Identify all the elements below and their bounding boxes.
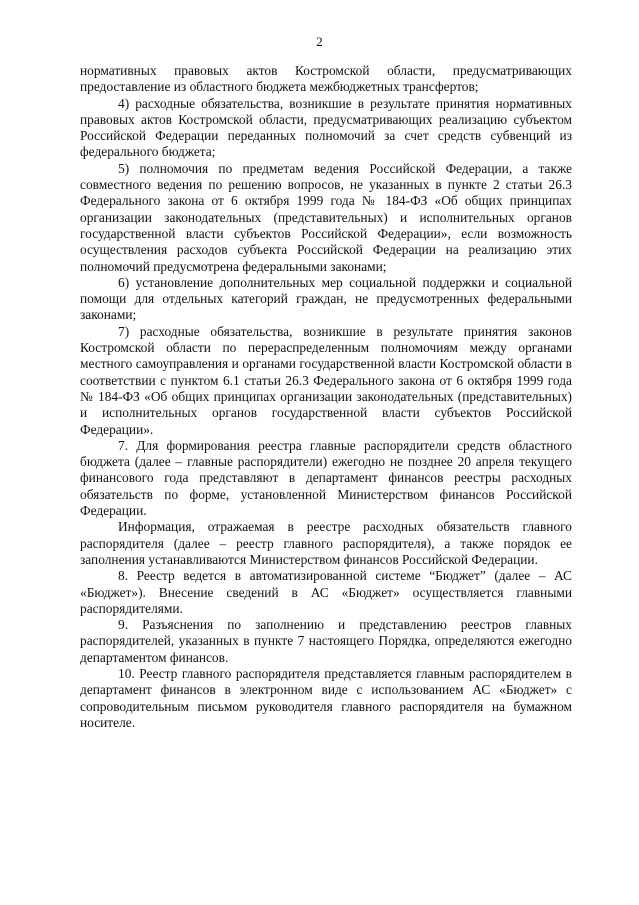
paragraph-clause-8: 8. Реестр ведется в автоматизированной системе “Бюджет” (далее – АС «Бюджет»). Внесение сведений в АС «Бюджет» осуществляется главными распорядителями. bbox=[80, 568, 572, 616]
paragraph-item-4: 4) расходные обязательства, возникшие в результате принятия нормативных правовых актов Костромской области, предусматривающих реализацию субъектом Российской Федерации переданных полномочий за счет средств субвенций из федерального бюджета; bbox=[80, 95, 572, 160]
paragraph-continuation: нормативных правовых актов Костромской области, предусматривающих предоставление из областного бюджета межбюджетных трансфертов; bbox=[80, 63, 572, 95]
paragraph-clause-10: 10. Реестр главного распорядителя представляется главным распорядителем в департамент финансов в электронном виде с использованием АС «Бюджет» с сопроводительным письмом руководителя главного распорядителя на бумажном носителе. bbox=[80, 665, 572, 730]
paragraph-item-7: 7) расходные обязательства, возникшие в результате принятия законов Костромской области по перераспределенным полномочиям между органами местного самоуправления и органами государственной власти Костромской области в соответствии с пунктом 6.1 статьи 26.3 Федерального закона от 6 октября 1999 года № 184-ФЗ «Об общих принципах организации законодательных (представительных) и исполнительных органов государственной власти субъектов Российской Федерации». bbox=[80, 323, 572, 437]
paragraph-clause-7: 7. Для формирования реестра главные распорядители средств областного бюджета (далее – главные распорядители) ежегодно не позднее 20 апреля текущего финансового года представляют в департамент финансов реестры расходных обязательств по форме, установленной Министерством финансов Российской Федерации. bbox=[80, 437, 572, 519]
paragraph-information: Информация, отражаемая в реестре расходных обязательств главного распорядителя (далее – реестр главного распорядителя), а также порядок ее заполнения устанавливаются Министерством финансов Российской Федерации. bbox=[80, 519, 572, 567]
paragraph-item-5: 5) полномочия по предметам ведения Российской Федерации, а также совместного ведения по решению вопросов, не указанных в пункте 2 статьи 26.3 Федерального закона от 6 октября 1999 года № 184-ФЗ «Об общих принципах организации законодательных (представительных) и исполнительных органов государственной власти субъектов Российской Федерации», если возможность осуществления расходов субъекта Российской Федерации на реализацию этих полномочий предусмотрена федеральными законами; bbox=[80, 160, 572, 274]
paragraph-item-6: 6) установление дополнительных мер социальной поддержки и социальной помощи для отдельных категорий граждан, не предусмотренных федеральными законами; bbox=[80, 274, 572, 323]
paragraph-clause-9: 9. Разъяснения по заполнению и представлению реестров главных распорядителей, указанных в пункте 7 настоящего Порядка, определяются ежегодно департаментом финансов. bbox=[80, 617, 572, 665]
page-number: 2 bbox=[316, 34, 323, 49]
document-body bbox=[80, 63, 572, 731]
